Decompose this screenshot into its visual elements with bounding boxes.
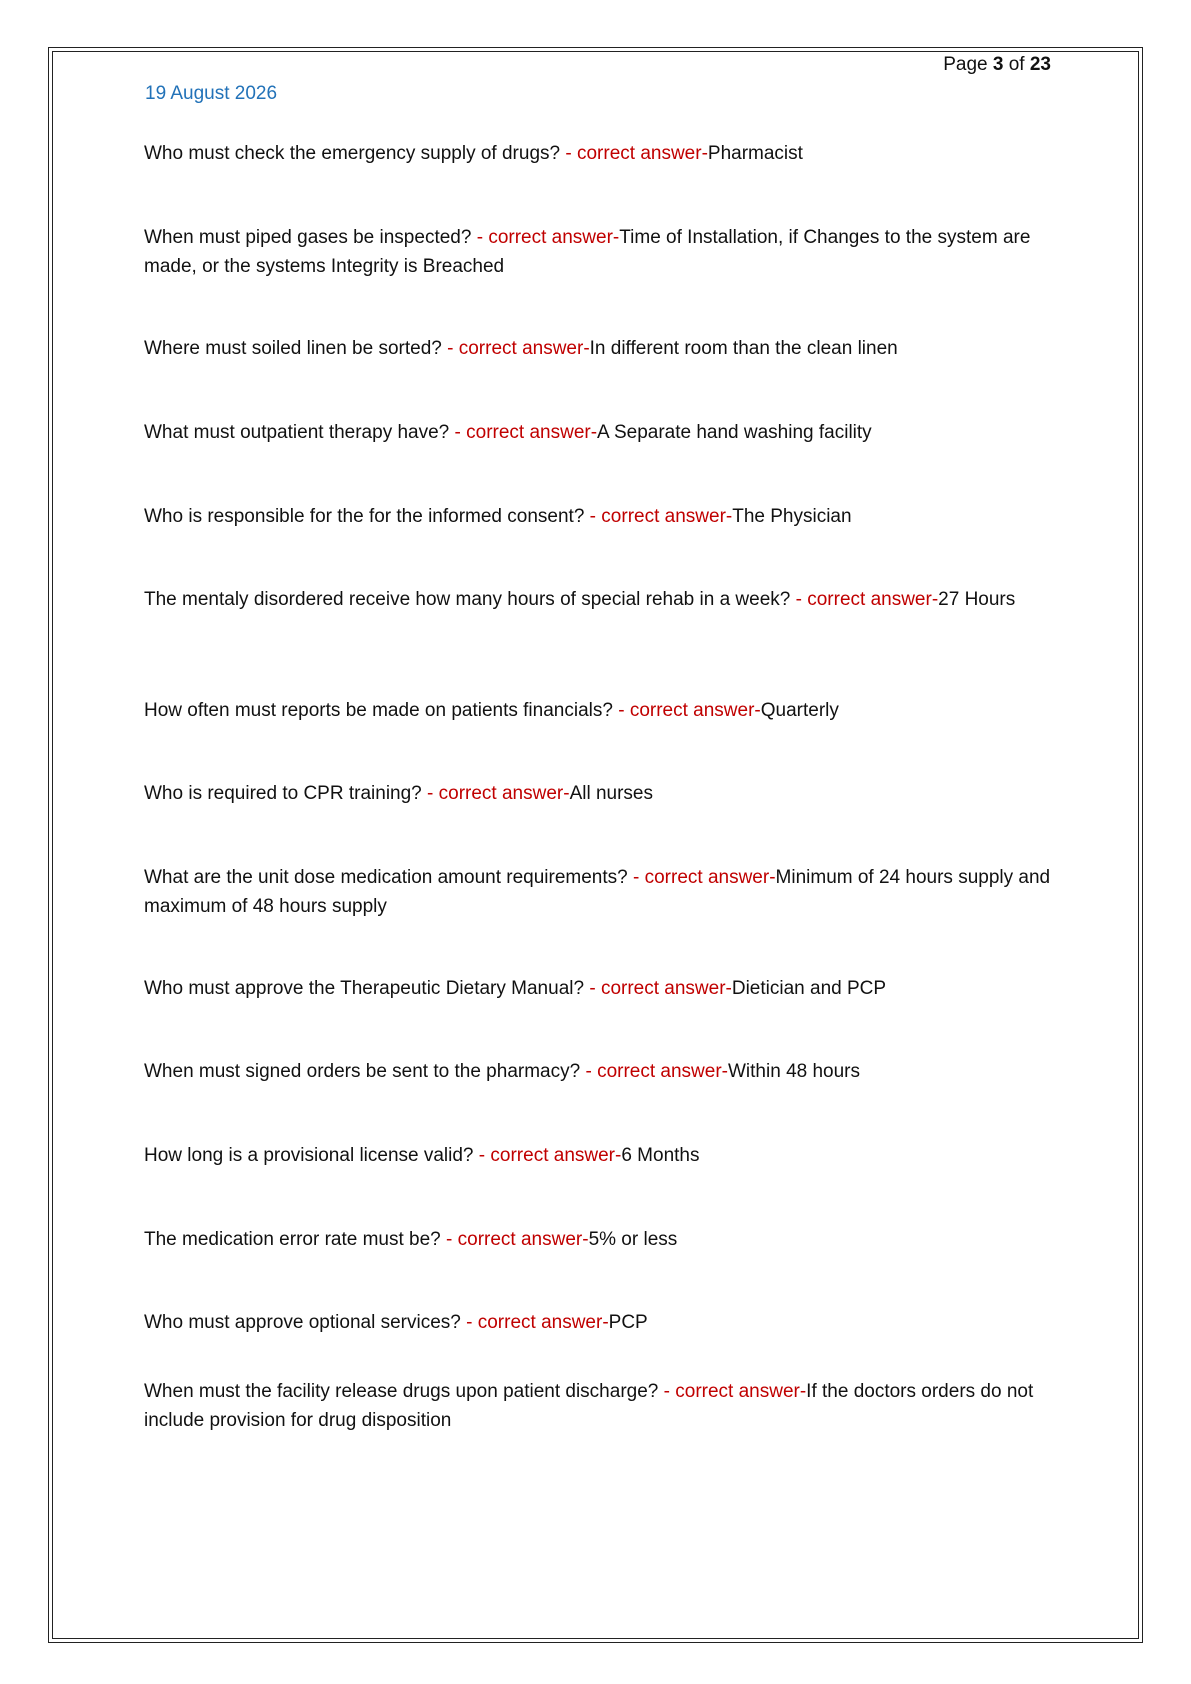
answer-label: correct answer- <box>644 867 776 888</box>
answer-label: correct answer- <box>457 1229 589 1250</box>
question: When must piped gases be inspected? <box>144 227 472 248</box>
page-prefix: Page <box>943 54 988 75</box>
question: What are the unit dose medication amount requirements? <box>144 867 628 888</box>
page-current: 3 <box>992 54 1004 75</box>
separator: - <box>658 1381 676 1402</box>
qa-item <box>144 1225 1064 1254</box>
question: How long is a provisional license valid? <box>144 1145 474 1166</box>
answer-label: correct answer- <box>807 589 939 610</box>
document-date: 19 August 2026 <box>145 83 278 104</box>
answer-label: correct answer- <box>597 1061 728 1082</box>
question: The mentaly disordered receive how many hours of special rehab in a week? <box>144 589 791 610</box>
qa-item <box>144 223 1064 281</box>
answer-label: correct answer- <box>600 978 732 999</box>
answer: Quarterly <box>760 700 839 721</box>
page-number <box>943 54 1051 76</box>
answer: Time of Installation, if Changes to the system are made, or the systems Integrity is Breached <box>144 227 1031 277</box>
qa-item <box>144 139 1064 168</box>
separator: - <box>580 1061 598 1082</box>
answer: Minimum of 24 hours supply and maximum of 48 hours supply <box>144 867 1051 917</box>
separator: - <box>584 506 602 527</box>
qa-item <box>144 863 1064 921</box>
qa-item <box>144 974 1064 1003</box>
question: The medication error rate must be? <box>144 1229 441 1250</box>
qa-item <box>144 502 1064 531</box>
question: Who must check the emergency supply of drugs? <box>144 143 561 164</box>
answer: 5% or less <box>588 1229 678 1250</box>
answer-label: correct answer- <box>675 1381 807 1402</box>
answer-label: correct answer- <box>488 227 620 248</box>
question: Who must approve the Therapeutic Dietary Manual? <box>144 978 585 999</box>
question: How often must reports be made on patients financials? <box>144 700 613 721</box>
question: Who must approve optional services? <box>144 1312 461 1333</box>
separator: - <box>473 1145 491 1166</box>
answer-label: correct answer- <box>477 1312 609 1333</box>
qa-item <box>144 1377 1064 1435</box>
separator: - <box>449 422 467 443</box>
qa-item <box>144 1057 1064 1086</box>
answer: If the doctors orders do not include provision for drug disposition <box>144 1381 1034 1431</box>
qa-item <box>144 696 1064 725</box>
answer-label: correct answer- <box>438 783 570 804</box>
answer: PCP <box>608 1312 648 1333</box>
answer: 27 Hours <box>938 589 1016 610</box>
question: Who is required to CPR training? <box>144 783 422 804</box>
question: Where must soiled linen be sorted? <box>144 338 442 359</box>
answer-label: correct answer- <box>458 338 590 359</box>
separator: - <box>441 338 459 359</box>
answer: Pharmacist <box>707 143 803 164</box>
separator: - <box>471 227 489 248</box>
answer-label: correct answer- <box>490 1145 622 1166</box>
question: What must outpatient therapy have? <box>144 422 450 443</box>
answer: Dietician and PCP <box>731 978 887 999</box>
question: When must the facility release drugs upon patient discharge? <box>144 1381 659 1402</box>
answer-label: correct answer- <box>629 700 761 721</box>
answer-label: correct answer- <box>466 422 598 443</box>
answer: All nurses <box>569 783 653 804</box>
qa-item <box>144 1141 1064 1170</box>
answer: In different room than the clean linen <box>589 338 898 359</box>
separator: - <box>460 1312 478 1333</box>
separator: - <box>440 1229 458 1250</box>
qa-item <box>144 334 1064 363</box>
answer: The Physician <box>732 506 852 527</box>
page-total: 23 <box>1029 54 1051 75</box>
separator: - <box>560 143 577 164</box>
separator: - <box>612 700 630 721</box>
qa-item <box>144 1308 1064 1337</box>
qa-item <box>144 779 1064 808</box>
separator: - <box>584 978 601 999</box>
separator: - <box>421 783 439 804</box>
answer-label: correct answer- <box>601 506 733 527</box>
qa-item <box>144 418 1064 447</box>
answer: A Separate hand washing facility <box>597 422 872 443</box>
answer: 6 Months <box>621 1145 700 1166</box>
answer-label: correct answer- <box>576 143 708 164</box>
answer: Within 48 hours <box>728 1061 861 1082</box>
separator: - <box>790 589 808 610</box>
page-of: of <box>1008 54 1025 75</box>
qa-item <box>144 585 1064 614</box>
question: Who is responsible for the for the informed consent? <box>144 506 585 527</box>
question: When must signed orders be sent to the pharmacy? <box>144 1061 581 1082</box>
separator: - <box>627 867 645 888</box>
